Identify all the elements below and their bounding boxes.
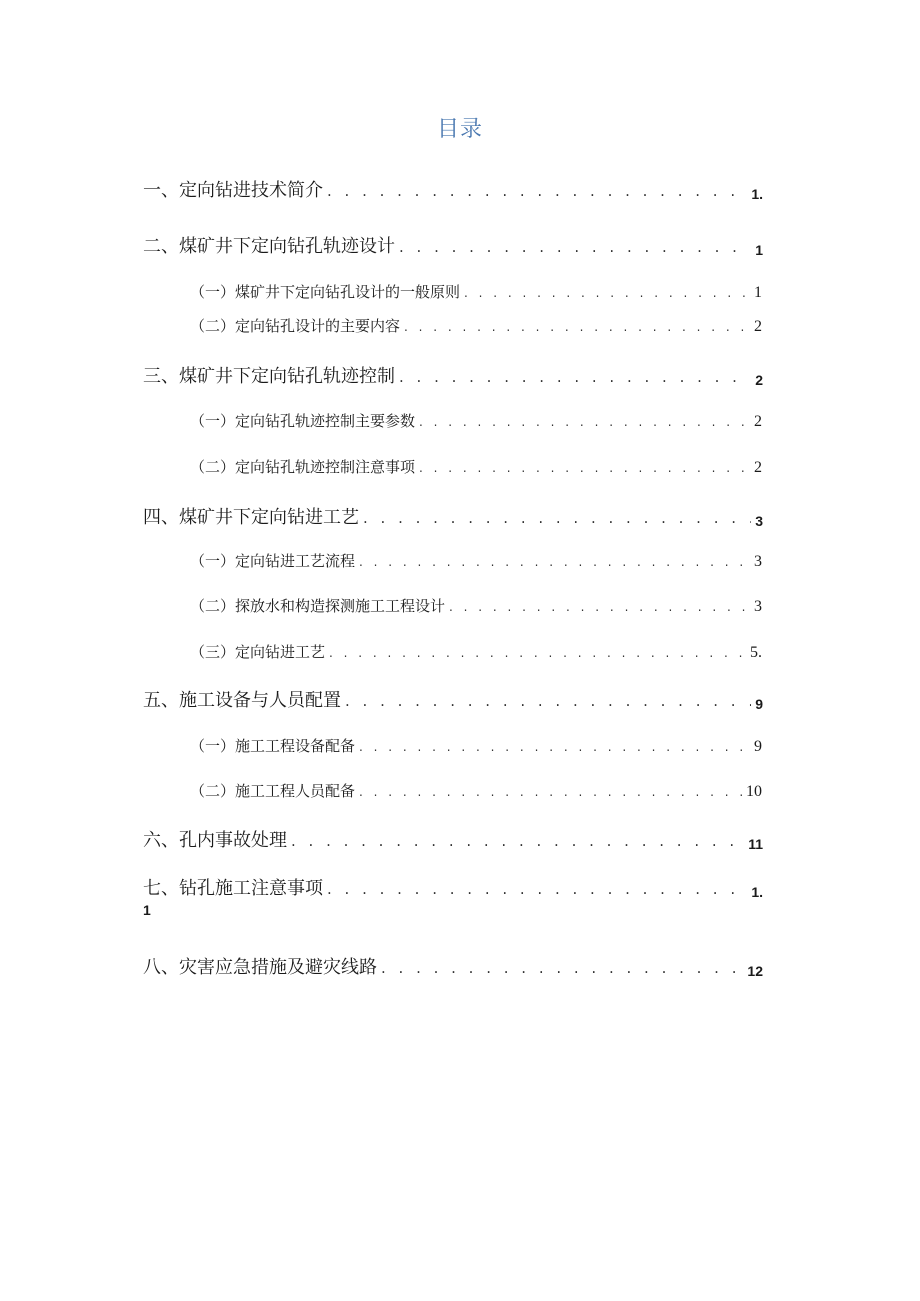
toc-entry-text: （一）定向钻进工艺流程 (190, 552, 356, 570)
toc-leader-dots (291, 834, 744, 852)
toc-entry-text: 一、定向钻进技术简介 (143, 180, 323, 201)
toc-entry-text: 三、煤矿井下定向钻孔轨迹控制 (143, 366, 395, 387)
toc-entry[interactable] (143, 503, 763, 529)
toc-leader-dots (404, 321, 750, 336)
toc-subentry[interactable] (190, 315, 762, 336)
toc-entry-text: （二）探放水和构造探测施工工程设计 (190, 597, 446, 615)
toc-subentry[interactable] (190, 780, 762, 801)
toc-subentry[interactable] (190, 641, 762, 662)
toc-entry-page: 2 (754, 318, 762, 335)
toc-leader-dots (399, 370, 751, 388)
toc-entry-text: 四、煤矿井下定向钻进工艺 (143, 507, 359, 528)
toc-leader-dots (419, 416, 750, 431)
toc-leader-dots (327, 184, 747, 202)
toc-entry-page: 1 (755, 242, 763, 258)
toc-entry[interactable] (143, 874, 763, 900)
toc-entry[interactable] (143, 953, 763, 979)
toc-entry-text: 八、灾害应急措施及避灾线路 (143, 957, 377, 978)
toc-leader-dots (359, 741, 750, 756)
toc-entry-page: 9 (754, 738, 762, 755)
toc-title: 目录 (436, 117, 483, 142)
toc-entry-text: 七、钻孔施工注意事项 (143, 878, 323, 899)
toc-subentry[interactable] (190, 281, 762, 302)
toc-entry-page-wrap: 1 (143, 902, 151, 918)
toc-entry-page: 3 (755, 513, 763, 529)
toc-subentry[interactable] (190, 456, 762, 477)
toc-subentry[interactable] (190, 595, 762, 616)
toc-entry-page: 1. (751, 186, 763, 202)
toc-entry-page: 12 (747, 963, 763, 979)
toc-entry-text: （三）定向钻进工艺 (190, 643, 326, 661)
toc-leader-dots (359, 786, 742, 801)
toc-subentry[interactable] (190, 550, 762, 571)
toc-leader-dots (419, 462, 750, 477)
toc-leader-dots (464, 287, 750, 302)
toc-leader-dots (449, 601, 750, 616)
toc-subentry[interactable] (190, 410, 762, 431)
toc-entry-page: 2 (754, 459, 762, 476)
toc-entry[interactable] (143, 176, 763, 202)
toc-entry-page: 3 (754, 598, 762, 615)
toc-entry-page: 10 (746, 783, 762, 800)
toc-entry-text: （二）施工工程人员配备 (190, 782, 356, 800)
toc-entry-page: 9 (755, 696, 763, 712)
toc-entry-text: 六、孔内事故处理 (143, 830, 287, 851)
toc-leader-dots (327, 882, 747, 900)
toc-entry-page: 1 (754, 284, 762, 301)
toc-entry-page: 5. (750, 644, 762, 661)
toc-entry-page: 1. (751, 884, 763, 900)
toc-entry[interactable] (143, 826, 763, 852)
toc-leader-dots (381, 961, 743, 979)
toc-entry-page: 2 (755, 372, 763, 388)
toc-entry-page: 2 (754, 413, 762, 430)
toc-leader-dots (363, 511, 751, 529)
toc-entry-text: （二）定向钻孔设计的主要内容 (190, 317, 401, 335)
toc-entry[interactable] (143, 686, 763, 712)
toc-entry-page: 11 (748, 836, 763, 852)
toc-entry-text: （二）定向钻孔轨迹控制注意事项 (190, 458, 416, 476)
toc-entry-text: （一）施工工程设备配备 (190, 737, 356, 755)
toc-entry-page: 3 (754, 553, 762, 570)
toc-leader-dots (329, 647, 746, 662)
toc-leader-dots (345, 694, 751, 712)
toc-subentry[interactable] (190, 735, 762, 756)
toc-entry-text: 二、煤矿井下定向钻孔轨迹设计 (143, 236, 395, 257)
toc-leader-dots (399, 240, 751, 258)
toc-leader-dots (359, 556, 750, 571)
toc-entry-text: 五、施工设备与人员配置 (143, 690, 341, 711)
toc-entry-text: （一）煤矿井下定向钻孔设计的一般原则 (190, 283, 461, 301)
toc-entry[interactable] (143, 362, 763, 388)
toc-entry-text: （一）定向钻孔轨迹控制主要参数 (190, 412, 416, 430)
toc-entry[interactable] (143, 232, 763, 258)
